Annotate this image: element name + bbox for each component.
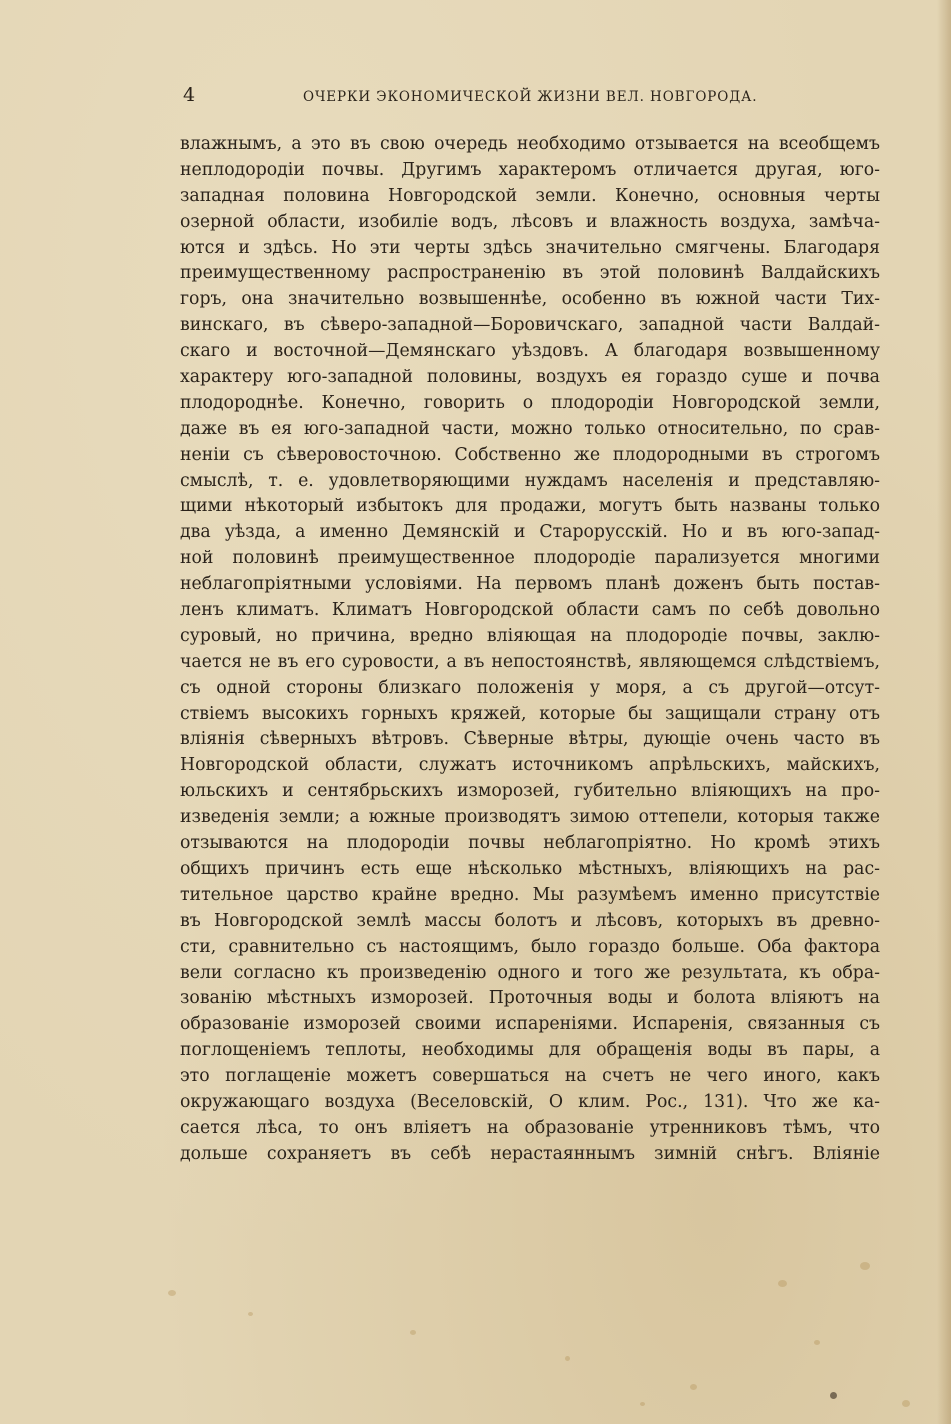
text-line: ются и здѣсь. Но эти черты здѣсь значительно смягчены. Благодаря bbox=[180, 237, 880, 258]
text-line: суровый, но причина, вредно влiяющая на плодородiе почвы, заклю- bbox=[180, 625, 880, 646]
text-line: отзываются на плодородiи почвы неблагопрiятно. Но кромѣ этихъ bbox=[180, 833, 880, 854]
text-line: влажнымъ, а это въ свою очередь необходимо отзывается на всеобщемъ bbox=[180, 134, 880, 154]
text-line: Новгородской области, служатъ источникомъ апрѣльскихъ, майскихъ, bbox=[180, 755, 880, 776]
running-title: ОЧЕРКИ ЭКОНОМИЧЕСКОЙ ЖИЗНИ ВЕЛ. НОВГОРОДА. bbox=[303, 89, 758, 105]
text-line: въ Новгородской землѣ массы болотъ и лѣсовъ, которыхъ въ древно- bbox=[180, 910, 880, 931]
foxing-spot bbox=[410, 1330, 416, 1335]
text-line: окружающаго воздуха (Веселовскiй, О клим. Рос., 131). Что же ка- bbox=[180, 1091, 880, 1112]
text-line: два уѣзда, а именно Демянскiй и Старорусскiй. Но и въ юго-запад- bbox=[180, 522, 880, 543]
foxing-spot bbox=[902, 1400, 910, 1407]
text-line: ненiи съ сѣверовосточною. Собственно же плодородными въ строгомъ bbox=[180, 444, 880, 465]
text-line: ленъ климатъ. Климатъ Новгородской области самъ по себѣ довольно bbox=[180, 600, 880, 621]
text-line: чается не въ его суровости, а въ непостоянствѣ, являющемся слѣдствiемъ, bbox=[180, 651, 880, 672]
text-line: неплодородiи почвы. Другимъ характеромъ отличается другая, юго- bbox=[180, 159, 880, 180]
text-line: зованiю мѣстныхъ изморозей. Проточныя воды и болота влiяютъ на bbox=[180, 988, 880, 1009]
text-line: это поглащенiе можетъ совершаться на счетъ не чего иного, какъ bbox=[180, 1066, 880, 1087]
text-line: ствiемъ высокихъ горныхъ кряжей, которые бы защищали страну отъ bbox=[180, 703, 880, 724]
foxing-spot bbox=[248, 1312, 253, 1316]
text-line: вели согласно къ произведенiю одного и того же результата, къ обра- bbox=[180, 962, 880, 983]
text-line: даже въ ея юго-западной части, можно только относительно, по срав- bbox=[180, 418, 880, 439]
text-line: юльскихъ и сентябрьскихъ изморозей, губительно влiяющихъ на про- bbox=[180, 781, 880, 802]
text-line: образованiе изморозей своими испаренiями. Испаренiя, связанныя съ bbox=[180, 1014, 880, 1035]
text-line: неблагопрiятными условiями. На первомъ планѣ доженъ быть постав- bbox=[180, 574, 880, 595]
foxing-spot bbox=[640, 1402, 645, 1406]
text-line: характеру юго-западной половины, воздухъ ея гораздо суше и почва bbox=[180, 367, 880, 388]
text-line: тительное царство крайне вредно. Мы разумѣемъ именно присутствiе bbox=[180, 884, 880, 905]
foxing-spot bbox=[860, 1262, 870, 1270]
text-line: ной половинѣ преимущественное плодородiе парализуется многими bbox=[180, 548, 880, 569]
text-line: поглощенiемъ теплоты, необходимы для обращенiя воды въ пары, а bbox=[180, 1040, 880, 1061]
text-line: общихъ причинъ есть еще нѣсколько мѣстныхъ, влiяющихъ на рас- bbox=[180, 858, 880, 879]
text-line: смыслѣ, т. е. удовлетворяющими нуждамъ населенiя и представляю- bbox=[180, 470, 880, 491]
foxing-spot bbox=[690, 1384, 697, 1390]
text-line: съ одной стороны близкаго положенiя у моря, а съ другой—отсут- bbox=[180, 677, 880, 698]
text-line: влiянiя сѣверныхъ вѣтровъ. Сѣверные вѣтры, дующiе очень часто въ bbox=[180, 729, 880, 750]
text-line: западная половина Новгородской земли. Конечно, основныя черты bbox=[180, 185, 880, 206]
foxing-spot bbox=[168, 1290, 176, 1296]
text-line: горъ, она значительно возвышеннѣе, особенно въ южной части Тих- bbox=[180, 289, 880, 310]
text-line: щими нѣкоторый избытокъ для продажи, могутъ быть названы только bbox=[180, 496, 880, 517]
text-line: сти, сравнительно съ настоящимъ, было гораздо больше. Оба фактора bbox=[180, 936, 880, 957]
foxing-spot bbox=[778, 1280, 787, 1287]
text-line: изведенiя земли; а южные производятъ зимою оттепели, которыя также bbox=[180, 807, 880, 828]
text-line: преимущественному распространенiю въ этой половинѣ Валдайскихъ bbox=[180, 263, 880, 284]
text-line: винскаго, въ сѣверо-западной—Боровичскаго, западной части Валдай- bbox=[180, 315, 880, 336]
page-number: 4 bbox=[183, 84, 196, 106]
foxing-spot bbox=[814, 1340, 820, 1345]
foxing-spot bbox=[830, 1392, 837, 1399]
text-line: сается лѣса, то онъ влiяетъ на образованiе утренниковъ тѣмъ, что bbox=[180, 1117, 880, 1138]
text-line: плодороднѣе. Конечно, говорить о плодородiи Новгородской земли, bbox=[180, 392, 880, 413]
foxing-spot bbox=[565, 1356, 570, 1361]
text-line: дольше сохраняетъ въ себѣ нерастаяннымъ зимнiй снѣгъ. Влiянiе bbox=[180, 1143, 880, 1164]
text-line: озерной области, изобилiе водъ, лѣсовъ и влажность воздуха, замѣча- bbox=[180, 211, 880, 232]
text-line: скаго и восточной—Демянскаго уѣздовъ. А благодаря возвышенному bbox=[180, 341, 880, 362]
